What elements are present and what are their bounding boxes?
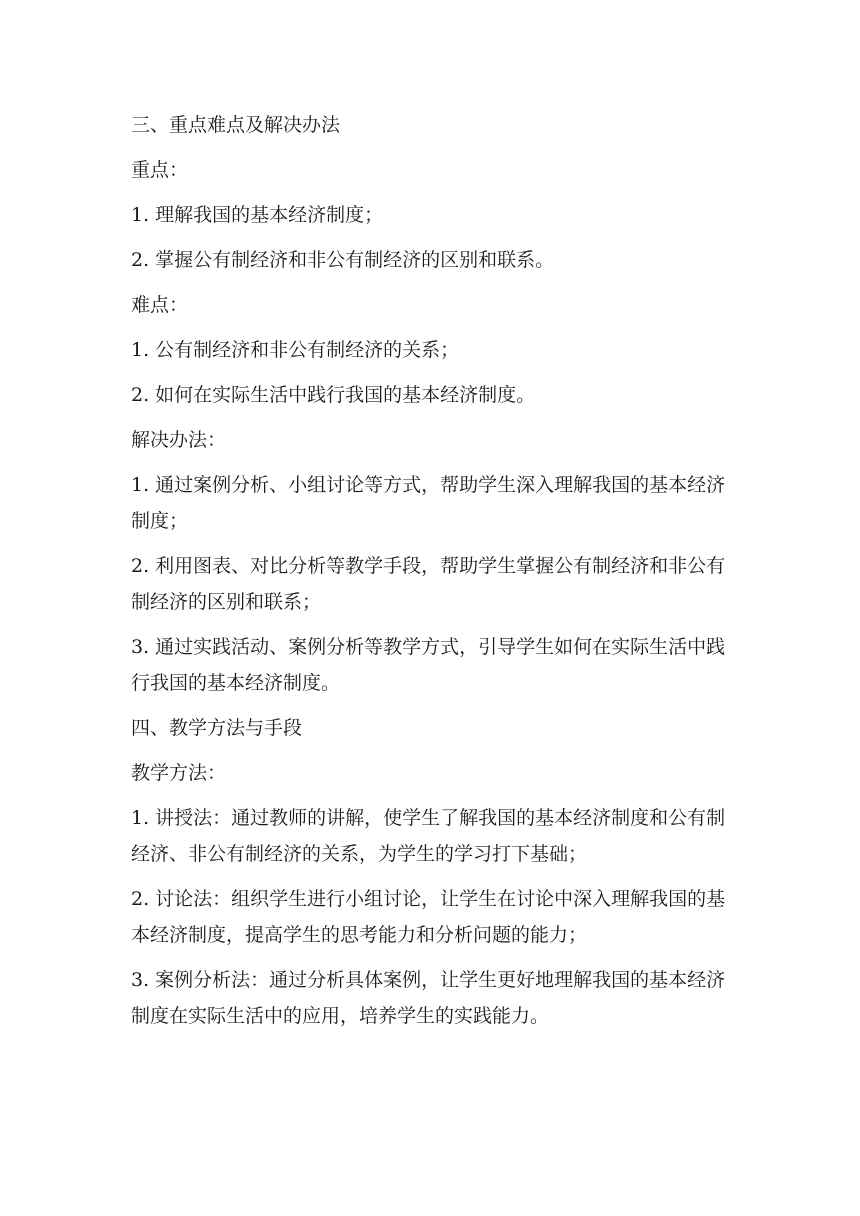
section-heading-key-points: 三、重点难点及解决办法 (131, 114, 341, 136)
list-item: 2. 如何在实际生活中践行我国的基本经济制度。 (131, 384, 536, 406)
list-item: 3. 案例分析法：通过分析具体案例，让学生更好地理解我国的基本经济制度在实际生活中的应用，培养学生的实践能力。 (131, 969, 726, 1027)
document-body (131, 107, 741, 1043)
list-item: 3. 通过实践活动、案例分析等教学方式，引导学生如何在实际生活中践行我国的基本经济制度。 (131, 636, 726, 694)
list-item: 1. 讲授法：通过教师的讲解，使学生了解我国的基本经济制度和公有制经济、非公有制经济的关系，为学生的学习打下基础； (131, 807, 726, 865)
list-item: 1. 公有制经济和非公有制经济的关系； (131, 339, 460, 361)
subheading-methods: 教学方法： (131, 762, 227, 784)
section-heading-teaching-methods: 四、教学方法与手段 (131, 717, 303, 739)
subheading-difficulties: 难点： (131, 294, 189, 316)
list-item: 2. 掌握公有制经济和非公有制经济的区别和联系。 (131, 249, 555, 271)
list-item: 1. 理解我国的基本经济制度； (131, 204, 384, 226)
list-item: 2. 讨论法：组织学生进行小组讨论，让学生在讨论中深入理解我国的基本经济制度，提高学生的思考能力和分析问题的能力； (131, 888, 726, 946)
list-item: 2. 利用图表、对比分析等教学手段，帮助学生掌握公有制经济和非公有制经济的区别和联系； (131, 555, 726, 613)
subheading-solutions: 解决办法： (131, 429, 227, 451)
subheading-key-points: 重点： (131, 159, 189, 181)
list-item: 1. 通过案例分析、小组讨论等方式，帮助学生深入理解我国的基本经济制度； (131, 474, 726, 532)
